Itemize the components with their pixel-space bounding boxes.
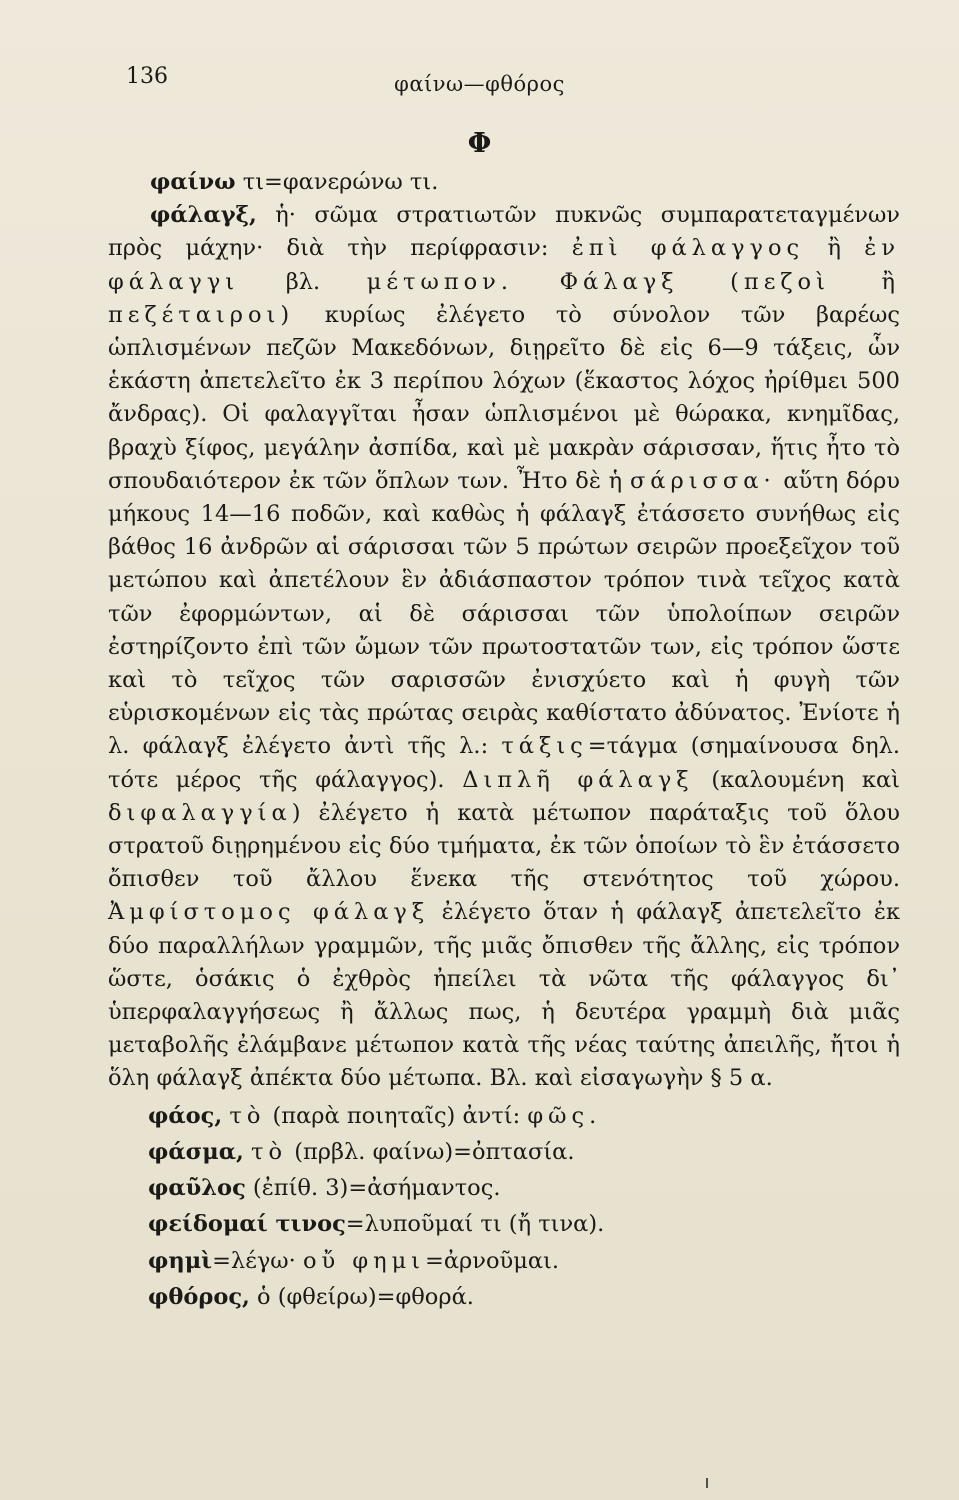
definition: =λυποῦμαί τι (ἤ τινα). bbox=[345, 1211, 605, 1238]
short-entries bbox=[108, 1100, 900, 1314]
entry-feidomai bbox=[108, 1208, 900, 1241]
definition-text: ἡ· σῶμα στρατιωτῶν πυκνῶς συμπαρατεταγμένων πρὸς μάχην· διὰ τὴν περίφρασιν: bbox=[108, 202, 900, 262]
running-head: φαίνω—φθόρος bbox=[394, 72, 565, 96]
lemma: φάσμα, bbox=[148, 1138, 244, 1165]
spaced-term: τάξις bbox=[501, 733, 588, 760]
spaced-term: διφαλαγγία bbox=[108, 799, 292, 826]
page-header bbox=[0, 64, 959, 104]
lemma: φθόρος, bbox=[148, 1283, 250, 1310]
definition-text: βλ. bbox=[239, 268, 367, 295]
definition-text: (καλουμένη καὶ bbox=[693, 766, 900, 793]
definition: τι=φανερώνω τι. bbox=[235, 169, 439, 195]
spaced-term: ἐν φάλαγγι bbox=[108, 235, 901, 295]
entry-falagx bbox=[108, 199, 900, 1095]
definition-text: ) ἐλέγετο ἡ κατὰ μέτωπον παράταξις τοῦ ὅλου στρατοῦ διῃρημένου εἰς δύο τμήματα, ἐκ τῶν ὁποίων τὸ ἓν ἐτάσσετο ὄπισθεν τοῦ ἄλλου ἕνεκα τῆς στενότητος τοῦ χώρου. bbox=[108, 799, 900, 893]
lemma: φάλαγξ, bbox=[150, 202, 257, 229]
definition-text: =ἀρνοῦμαι. bbox=[425, 1247, 559, 1274]
definition-text: =τάγμα (σημαίνουσα δηλ. τότε μέρος τῆς φάλαγγος). bbox=[108, 733, 900, 793]
spaced-term: σάρισσα· bbox=[629, 467, 776, 494]
definition-text: ἐλέγετο ὅταν ἡ φάλαγξ ἀπετελεῖτο ἐκ δύο παραλλήλων γραμμῶν, τῆς μιᾶς ὄπισθεν τῆς ἄλλης, εἰς τρόπον ὥστε, ὁσάκις ὁ ἐχθρὸς ἠπείλει τὰ νῶτα τῆς φάλαγγος δι᾽ ὑπερφαλαγγήσεως ἢ ἄλλως πως, ἡ δευτέρα γραμμὴ διὰ μιᾶς μεταβολῆς ἐλάμβανε μέτωπον κατὰ τῆς νέας ταύτης ἀπειλῆς, ἤτοι ἡ ὅλη φάλαγξ ἀπέκτα δύο μέτωπα. Βλ. καὶ εἰσαγωγὴν § 5 α. bbox=[108, 899, 901, 1092]
entry-faino bbox=[108, 166, 900, 199]
spaced-term: φῶς. bbox=[527, 1102, 602, 1129]
entry-fasma bbox=[108, 1136, 900, 1169]
lemma: φημὶ bbox=[148, 1247, 213, 1274]
lemma: φαῦλος bbox=[148, 1175, 246, 1202]
definition-text: =λέγω· bbox=[212, 1247, 303, 1274]
definition: (ἐπίθ. 3)=ἀσήμαντος. bbox=[245, 1175, 501, 1202]
spaced-term: μέτωπον. bbox=[366, 268, 513, 295]
definition-text: (παρὰ ποιηταῖς) ἀντί: bbox=[265, 1102, 528, 1129]
spaced-term: Ἀμφίστομος φάλαγξ bbox=[108, 899, 430, 926]
print-mark bbox=[706, 1478, 708, 1488]
lemma: φαίνω bbox=[150, 169, 236, 195]
entry-fimi bbox=[108, 1245, 900, 1278]
spaced-term: Φάλαγξ (πεζοὶ ἢ πεζέταιροι) bbox=[108, 268, 901, 328]
definition-text: κυρίως ἐλέγετο τὸ σύνολον τῶν βαρέως ὡπλισμένων πεζῶν Μακεδόνων, διῃρεῖτο δὲ εἰς 6—9 τάξεις, ὧν ἑκάστη ἀπετελεῖτο ἐκ 3 περίπου λόχων (ἕκαστος λόχος ἠρίθμει 500 ἄνδρας). Οἱ φαλαγγῖται ἦσαν ὡπλισμένοι μὲ θώρακα, κνημῖδας, βραχὺ ξίφος, μεγάλην ἀσπίδα, καὶ μὲ μακρὰν σάρισσαν, ἥτις ἦτο τὸ σπουδαιότερον ἐκ τῶν ὅπλων των. Ἦτο δὲ ἡ bbox=[108, 301, 900, 494]
entry-fthoros bbox=[108, 1281, 900, 1314]
definition-text: ἢ bbox=[804, 235, 865, 262]
dictionary-body bbox=[108, 166, 900, 1314]
definition-text: (πρβλ. φαίνω)=ὀπτασία. bbox=[287, 1138, 575, 1165]
definition-text bbox=[244, 1139, 251, 1165]
spaced-term: τὸ bbox=[251, 1138, 288, 1165]
definition-text bbox=[513, 269, 560, 295]
entry-faulos bbox=[108, 1172, 900, 1205]
spaced-term: τὸ bbox=[229, 1102, 266, 1129]
definition-text: αὕτη δόρυ μήκους 14—16 ποδῶν, καὶ καθὼς ἡ φάλαγξ ἐτάσσετο συνήθως εἰς βάθος 16 ἀνδρῶν αἱ σάρισσαι τῶν 5 πρώτων σειρῶν προεξεῖχον τοῦ μετώπου καὶ ἀπετέλουν ἓν ἀδιάσπαστον τρόπον τινὰ τεῖχος κατὰ τῶν ἐφορμώντων, αἱ δὲ σάρισσαι τῶν ὑπολοίπων σειρῶν ἐστηρίζοντο ἐπὶ τῶν ὤμων τῶν πρωτοστατῶν των, εἰς τρόπον ὥστε καὶ τὸ τεῖχος τῶν σαρισσῶν ἐνισχύετο καὶ ἡ φυγὴ τῶν εὑρισκομένων εἰς τὰς πρώτας σειρὰς καθίστατο ἀδύνατος. Ἐνίοτε ἡ λ. φάλαγξ ἐλέγετο ἀντὶ τῆς λ.: bbox=[108, 467, 900, 760]
spaced-term: Διπλῆ φάλαγξ bbox=[462, 766, 694, 793]
section-letter: Φ bbox=[467, 128, 492, 159]
spaced-term: οὔ φημι bbox=[302, 1247, 426, 1274]
page-number: 136 bbox=[126, 64, 168, 89]
definition: ὁ (φθείρω)=φθορά. bbox=[249, 1283, 474, 1310]
entry-faos bbox=[108, 1100, 900, 1133]
lemma: φάος, bbox=[148, 1102, 223, 1129]
spaced-term: ἐπὶ φάλαγγος bbox=[571, 235, 805, 262]
lemma: φείδομαί τινος bbox=[148, 1211, 346, 1238]
